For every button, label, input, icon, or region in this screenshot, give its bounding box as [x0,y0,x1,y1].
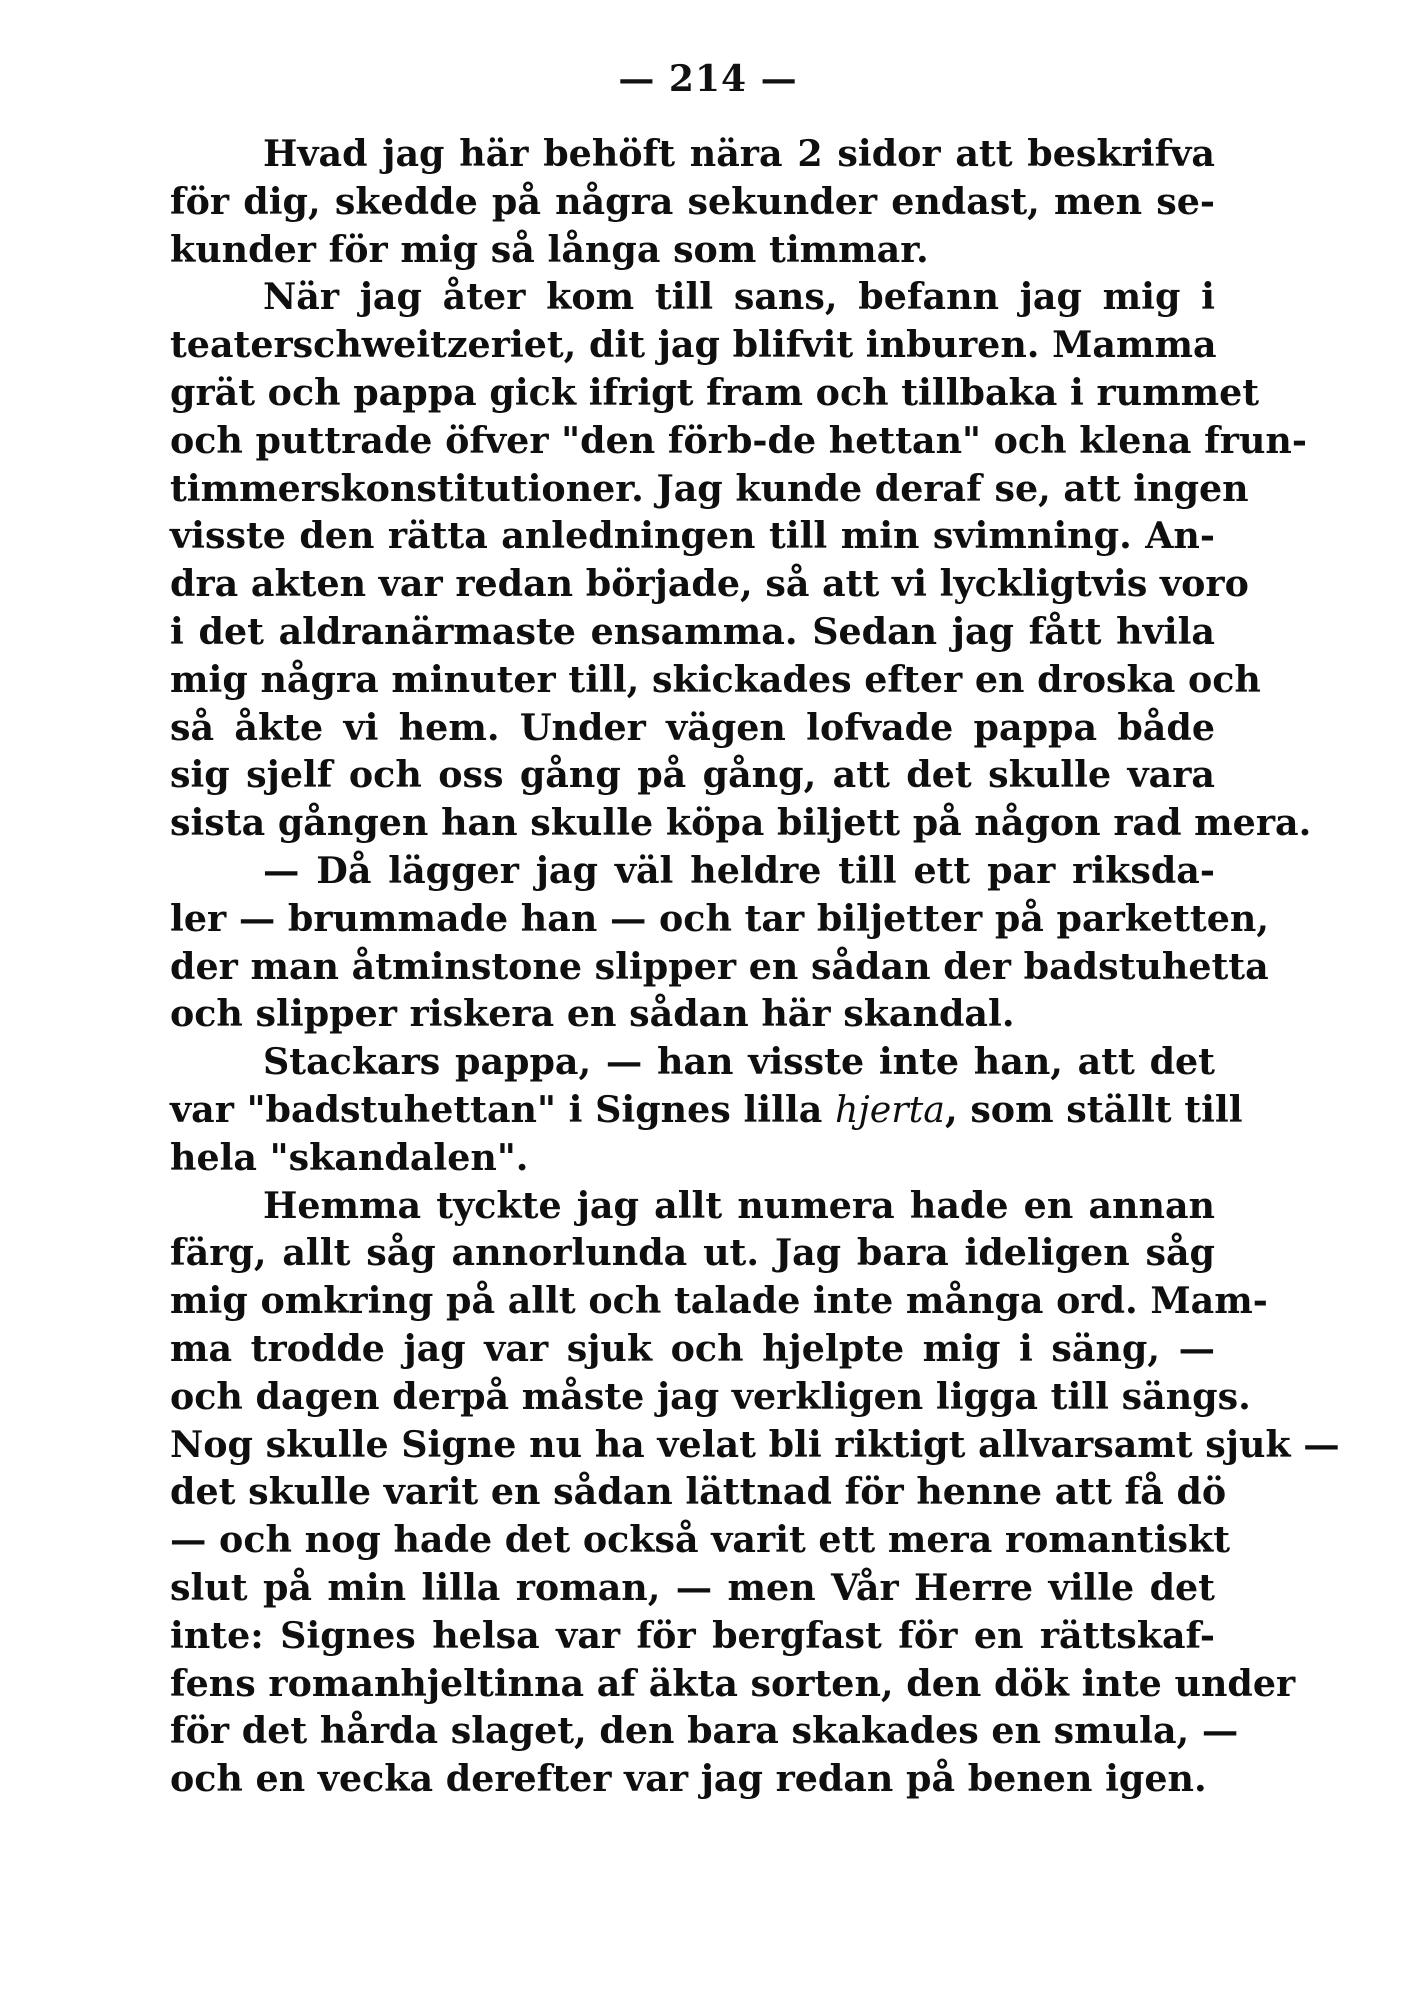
text-line: och en vecka derefter var jag redan på benen igen. [170,1757,1207,1801]
text-line: ma trodde jag var sjuk och hjelpte mig i säng, — [170,1326,1215,1370]
text-segment: var "badstuhettan" i Signes lilla [170,1087,835,1131]
text-line: — och nog hade det också varit ett mera romantiskt [170,1518,1231,1562]
text-line: grät och pappa gick ifrigt fram och tillbaka i rummet [170,370,1260,414]
text-line: teaterschweitzeriet, dit jag blifvit inburen. Mamma [170,323,1217,367]
text-line: så åkte vi hem. Under vägen lofvade pappa både [170,705,1215,749]
text-line: mig några minuter till, skickades efter en droska och [170,657,1261,701]
text-line: Hemma tyckte jag allt numera hade en annan [263,1183,1215,1227]
text-line: färg, allt såg annorlunda ut. Jag bara ideligen såg [170,1231,1215,1275]
text-line: och dagen derpå måste jag verkligen ligga till sängs. [170,1374,1251,1418]
text-line: Stackars pappa, — han visste inte han, att det [263,1040,1215,1084]
text-line: Nog skulle Signe nu ha velat bli riktigt allvarsamt sjuk — [170,1422,1340,1466]
page-number: — 214 — [618,58,798,100]
text-line: för det hårda slaget, den bara skakades en smula, — [170,1709,1239,1753]
italic-word: hjerta [835,1087,945,1131]
text-segment: , som ställt till [944,1087,1243,1131]
text-line: När jag åter kom till sans, befann jag mig i [263,275,1215,319]
text-line-with-italic [170,1086,1243,1134]
text-line: mig omkring på allt och talade inte många ord. Mam- [170,1279,1268,1323]
text-line: slut på min lilla roman, — men Vår Herre ville det [170,1565,1215,1609]
text-line: ler — brummade han — och tar biljetter på parketten, [170,896,1270,940]
text-line: timmerskonstitutioner. Jag kunde deraf se, att ingen [170,466,1249,510]
text-line: sig sjelf och oss gång på gång, att det skulle vara [170,753,1215,797]
text-line: hela "skandalen". [170,1135,529,1179]
text-line: det skulle varit en sådan lättnad för henne att få dö [170,1470,1227,1514]
text-line: dra akten var redan började, så att vi lyckligtvis voro [170,562,1249,606]
text-line: och slipper riskera en sådan här skandal. [170,992,1015,1036]
text-line: i det aldranärmaste ensamma. Sedan jag fått hvila [170,609,1215,653]
text-line: — Då lägger jag väl heldre till ett par riksda- [263,848,1215,892]
text-line: för dig, skedde på några sekunder endast, men se- [170,179,1215,223]
text-line: Hvad jag här behöft nära 2 sidor att beskrifva [263,132,1215,175]
text-line: och puttrade öfver "den förb-de hettan" och klena frun- [170,418,1307,462]
text-line: fens romanhjeltinna af äkta sorten, den dök inte under [170,1661,1296,1705]
text-line: visste den rätta anledningen till min svimning. An- [170,514,1215,558]
text-line: der man åtminstone slipper en sådan der badstuhetta [170,944,1269,988]
text-line: kunder för mig så långa som timmar. [170,227,929,271]
body-text [170,130,1340,1803]
text-line: inte: Signes helsa var för bergfast för en rättskaf- [170,1613,1215,1657]
text-line: sista gången han skulle köpa biljett på någon rad mera. [170,801,1312,845]
